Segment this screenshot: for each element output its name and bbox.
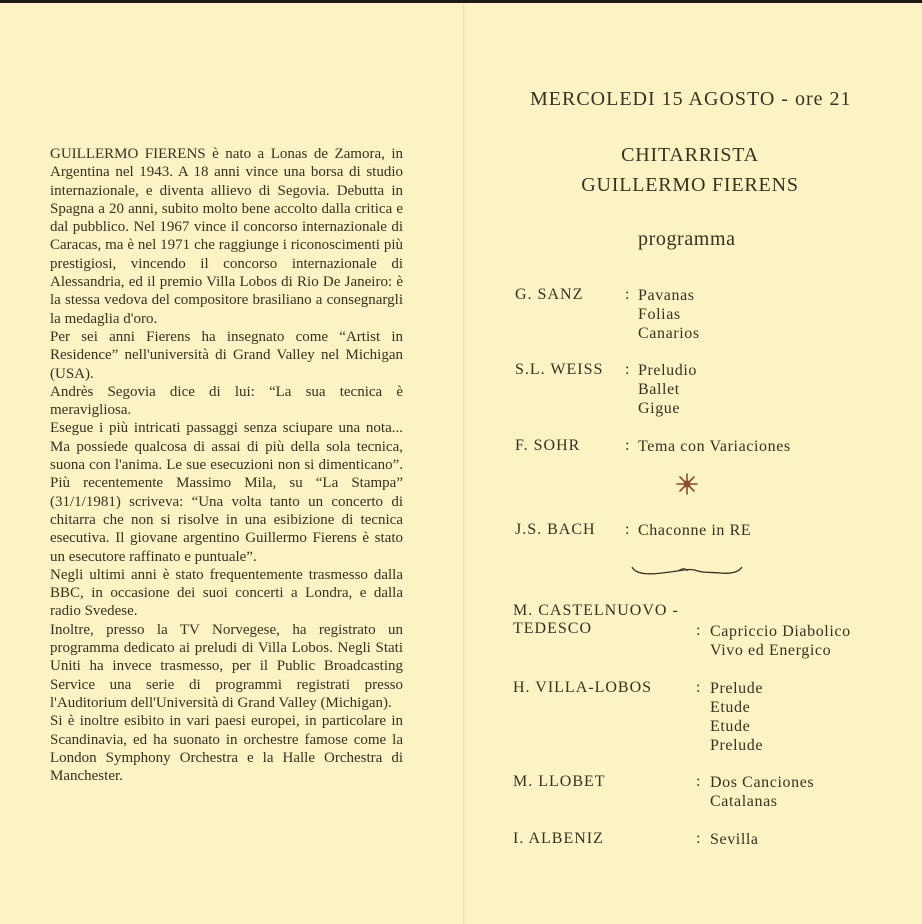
work-title: Sevilla xyxy=(710,831,759,848)
bio-paragraph: Inoltre, presso la TV Norvegese, ha registrato un programma dedicato ai preludi di Villa Lobos. Negli Stati Uniti ha invece trasmesso, per il Public Broadcasting Service una serie di programmi registrati presso l'Auditorium dell'Università di Grand Valley (Michigan). xyxy=(50,621,403,711)
performer-role: CHITARRISTA xyxy=(621,144,759,166)
colon-separator: : xyxy=(625,361,630,378)
composer-line: M. CASTELNUOVO - xyxy=(513,602,679,619)
biography-text xyxy=(50,145,403,785)
work-title: Tema con Variaciones xyxy=(638,438,791,455)
works-albeniz xyxy=(710,830,759,849)
work-title: Folias xyxy=(638,306,681,323)
work-title: Prelude xyxy=(710,680,764,697)
colon-separator: : xyxy=(696,830,701,847)
works-sanz xyxy=(638,286,700,343)
works-llobet xyxy=(710,773,814,811)
work-title: Pavanas xyxy=(638,287,695,304)
work-title: Gigue xyxy=(638,400,681,417)
composer-line: TEDESCO xyxy=(513,620,592,637)
composer-bach: J.S. BACH xyxy=(515,521,596,538)
colon-separator: : xyxy=(696,679,701,696)
programme-heading: programma xyxy=(638,228,736,250)
bio-paragraph: Andrès Segovia dice di lui: “La sua tecnica è meravigliosa. xyxy=(50,383,403,419)
works-sohr xyxy=(638,437,791,456)
composer-albeniz: I. ALBENIZ xyxy=(513,830,604,847)
works-villa-lobos xyxy=(710,679,763,755)
bio-paragraph: Esegue i più intricati passaggi senza sciupare una nota... Ma possiede qualcosa di assai di più della sola tecnica, suona con l'anima. Le sue esecuzioni non si dimenticano”. Più recentemente Massimo Mila, su “La Stampa” (31/1/1981) scriveva: “Una volta tanto un concerto di chitarra che non si risolve in una esibizione di tecnica esecutiva. Il giovane argentino Guillermo Fierens è stato un esecutore raffinato e puntuale”. xyxy=(50,420,403,565)
works-bach xyxy=(638,521,751,540)
flourish-ornament-icon xyxy=(630,563,745,579)
works-weiss xyxy=(638,361,697,418)
concert-date: MERCOLEDI 15 AGOSTO - ore 21 xyxy=(530,88,852,110)
work-title: Prelude xyxy=(710,737,764,754)
performer-name: GUILLERMO FIERENS xyxy=(581,174,799,196)
colon-separator: : xyxy=(625,437,630,454)
composer-llobet: M. LLOBET xyxy=(513,773,606,790)
composer-weiss: S.L. WEISS xyxy=(515,361,604,378)
work-title: Chaconne in RE xyxy=(638,522,752,539)
composer-castelnuovo-tedesco xyxy=(513,602,679,638)
composer-sanz: G. SANZ xyxy=(515,286,584,303)
composer-villa-lobos: H. VILLA-LOBOS xyxy=(513,679,653,696)
work-title: Vivo ed Energico xyxy=(710,642,832,659)
work-title: Preludio xyxy=(638,362,698,379)
colon-separator: : xyxy=(696,773,701,790)
colon-separator: : xyxy=(696,622,701,639)
bio-paragraph: Negli ultimi anni è stato frequentemente trasmesso dalla BBC, in occasione dei suoi concerti a Londra, e dalla radio Svedese. xyxy=(50,566,403,620)
work-title: Ballet xyxy=(638,381,680,398)
colon-separator: : xyxy=(625,286,630,303)
work-title: Etude xyxy=(710,699,751,716)
works-castelnuovo-tedesco xyxy=(710,622,851,660)
bio-paragraph: Per sei anni Fierens ha insegnato come “Artist in Residence” nell'università di Grand Valley nel Michigan (USA). xyxy=(50,328,403,382)
work-title: Canarios xyxy=(638,325,700,342)
work-title: Capriccio Diabolico xyxy=(710,623,851,640)
colon-separator: : xyxy=(625,521,630,538)
asterisk-ornament-icon xyxy=(675,472,699,496)
bio-paragraph: GUILLERMO FIERENS è nato a Lonas de Zamora, in Argentina nel 1943. A 18 anni vince una borsa di studio internazionale, e diventa allievo di Segovia. Debutta in Spagna a 20 anni, subito molto bene accolto dalla critica e dal pubblico. Nel 1967 vince il concorso internazionale di Caracas, ma è nel 1971 che raggiunge i riconoscimenti più prestigiosi, vincendo il concorso internazionale di Alessandria, ed il premio Villa Lobos di Rio De Janeiro: è la stessa vedova del compositore brasiliano a consegnargli la medaglia d'oro. xyxy=(50,146,403,327)
composer-sohr: F. SOHR xyxy=(515,437,581,454)
work-title: Etude xyxy=(710,718,751,735)
bio-paragraph: Si è inoltre esibito in vari paesi europei, in particolare in Scandinavia, ed ha suonato in orchestre famose come la London Symphony Orchestra e la Halle Orchestra di Manchester. xyxy=(50,713,403,785)
work-title: Catalanas xyxy=(710,793,778,810)
work-title: Dos Canciones xyxy=(710,774,815,791)
